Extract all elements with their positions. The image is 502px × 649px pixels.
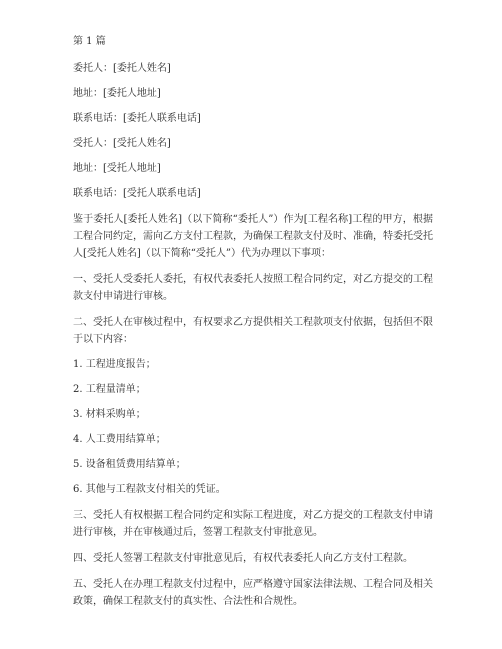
clause-one: 一、受托人受委托人委托，有权代表委托人按照工程合同约定，对乙方提交的工程款支付申请进行审核。 xyxy=(73,274,433,302)
document-body xyxy=(73,34,433,619)
section-title: 第 1 篇 xyxy=(73,36,106,47)
list-item: 2. 工程量清单； xyxy=(73,384,146,395)
clause-five: 五、受托人在办理工程款支付过程中，应严格遵守国家法律法规、工程合同及相关政策，确保工程款支付的真实性、合法性和合规性。 xyxy=(73,579,433,607)
intro-paragraph: 鉴于委托人[委托人姓名]（以下简称“委托人”）作为[工程名称]工程的甲方，根据工程合同约定，需向乙方支付工程款，为确保工程款支付及时、准确，特委托受托人[受托人姓名]（以下简称“受托人”）代为办理以下事项： xyxy=(73,214,433,259)
principal-address: 地址：[委托人地址] xyxy=(73,88,161,99)
clause-three: 三、受托人有权根据工程合同约定和实际工程进度，对乙方提交的工程款支付申请进行审核，并在审核通过后，签署工程款支付审批意见。 xyxy=(73,510,433,538)
list-item: 5. 设备租赁费用结算单； xyxy=(73,459,186,470)
principal-phone: 联系电话：[委托人联系电话] xyxy=(73,113,201,124)
agent-address: 地址：[受托人地址] xyxy=(73,163,161,174)
clause-two: 二、受托人在审核过程中，有权要求乙方提供相关工程款项支付依据，包括但不限于以下内容： xyxy=(73,317,433,345)
list-item: 4. 人工费用结算单； xyxy=(73,434,166,445)
clause-four: 四、受托人签署工程款支付审批意见后，有权代表委托人向乙方支付工程款。 xyxy=(73,553,413,564)
list-item: 1. 工程进度报告； xyxy=(73,359,156,370)
principal-name: 委托人：[委托人姓名] xyxy=(73,63,171,74)
list-item: 3. 材料采购单； xyxy=(73,409,146,420)
list-item: 6. 其他与工程款支付相关的凭证。 xyxy=(73,484,226,495)
agent-name: 受托人：[受托人姓名] xyxy=(73,138,171,149)
agent-phone: 联系电话：[受托人联系电话] xyxy=(73,188,201,199)
